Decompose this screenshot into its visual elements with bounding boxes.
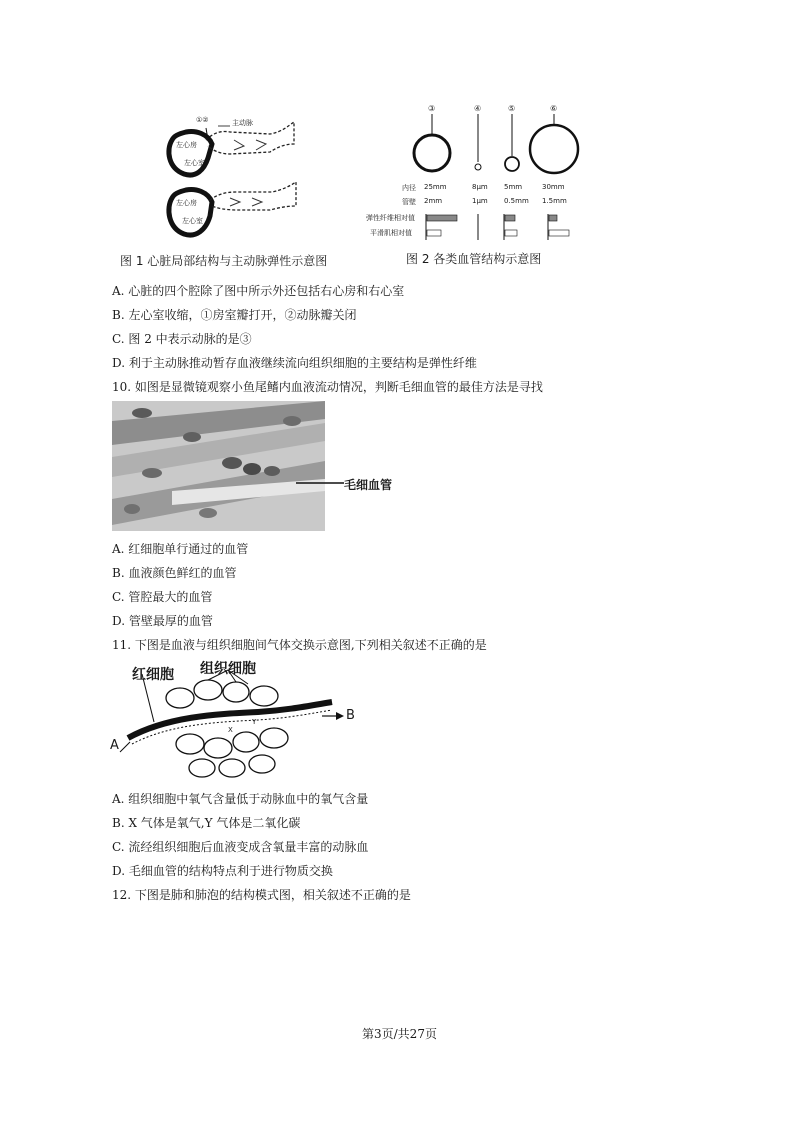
micrograph-image [112, 401, 325, 531]
marker-5: ⑤ [508, 104, 516, 113]
figure-1-caption: 图 1 心脏局部结构与主动脉弹性示意图 [120, 254, 328, 268]
point-a-label: A [110, 738, 119, 753]
legend-smooth-muscle: 平滑肌相对值 [370, 229, 412, 237]
aorta-label: 主动脉 [232, 119, 253, 127]
inner-diameter-value-5: 5mm [504, 183, 523, 191]
marker-3: ③ [428, 104, 436, 113]
figure-2-caption: 图 2 各类血管结构示意图 [406, 252, 542, 266]
inner-diameter-value-4: 8μm [472, 183, 488, 191]
capillary-label: 毛细血管 [344, 478, 393, 492]
rbc-label: 红细胞 [132, 667, 174, 683]
marker-6: ⑥ [550, 104, 558, 113]
wall-label: 管壁 [402, 198, 416, 206]
left-atrium-label-2: 左心房 [176, 199, 197, 207]
capillary-pointer-line [296, 476, 346, 486]
q10-option-a: A. 红细胞单行通过的血管 [112, 542, 249, 556]
wall-value-6: 1.5mm [542, 197, 567, 205]
wall-value-5: 0.5mm [504, 197, 529, 205]
figure-2 [360, 100, 590, 245]
micrograph-fish-tail [112, 401, 325, 531]
q9-option-d: D. 利于主动脉推动暂存血液继续流向组织细胞的主要结构是弹性纤维 [112, 356, 477, 370]
q11-option-d: D. 毛细血管的结构特点利于进行物质交换 [112, 864, 333, 878]
left-atrium-label: 左心房 [176, 141, 197, 149]
vessel-cross-sections [360, 100, 590, 245]
q10-option-b: B. 血液颜色鲜红的血管 [112, 566, 237, 580]
left-ventricle-label-2: 左心室 [182, 217, 203, 225]
valve-markers-label: ①② [196, 116, 209, 124]
q9-option-b: B. 左心室收缩，①房室瓣打开，②动脉瓣关闭 [112, 308, 357, 322]
q9-option-c: C. 图 2 中表示动脉的是③ [112, 332, 252, 346]
q11-option-a: A. 组织细胞中氧气含量低于动脉血中的氧气含量 [112, 792, 369, 806]
gas-y-label: Y [252, 718, 257, 726]
q12-stem: 12. 下图是肺和肺泡的结构模式图，相关叙述不正确的是 [112, 888, 411, 902]
q10-stem: 10. 如图是显微镜观察小鱼尾鳍内血液流动情况，判断毛细血管的最佳方法是寻找 [112, 380, 543, 394]
wall-value-3: 2mm [424, 197, 443, 205]
legend-elastic-fiber: 弹性纤维相对值 [366, 214, 415, 222]
q10-option-d: D. 管壁最厚的血管 [112, 614, 213, 628]
q10-option-c: C. 管腔最大的血管 [112, 590, 213, 604]
heart-aorta-diagram [160, 110, 310, 250]
gas-x-label: X [228, 726, 233, 734]
q11-stem: 11. 下图是血液与组织细胞间气体交换示意图,下列相关叙述不正确的是 [112, 638, 487, 652]
q11-option-c: C. 流经组织细胞后血液变成含氧量丰富的动脉血 [112, 840, 369, 854]
inner-diameter-value-6: 30mm [542, 183, 565, 191]
tissue-cell-label: 组织细胞 [200, 661, 256, 677]
q9-option-a: A. 心脏的四个腔除了图中所示外还包括右心房和右心室 [112, 284, 405, 298]
gas-exchange-diagram [108, 656, 358, 781]
point-b-label: B [346, 708, 355, 723]
inner-diameter-label: 内径 [402, 184, 416, 192]
marker-4: ④ [474, 104, 482, 113]
left-ventricle-label: 左心室 [184, 159, 205, 167]
q11-option-b: B. X 气体是氧气,Y 气体是二氧化碳 [112, 816, 301, 830]
page-footer: 第3页/共27页 [362, 1027, 437, 1041]
wall-value-4: 1μm [472, 197, 488, 205]
figure-1 [160, 110, 310, 250]
inner-diameter-value-3: 25mm [424, 183, 447, 191]
